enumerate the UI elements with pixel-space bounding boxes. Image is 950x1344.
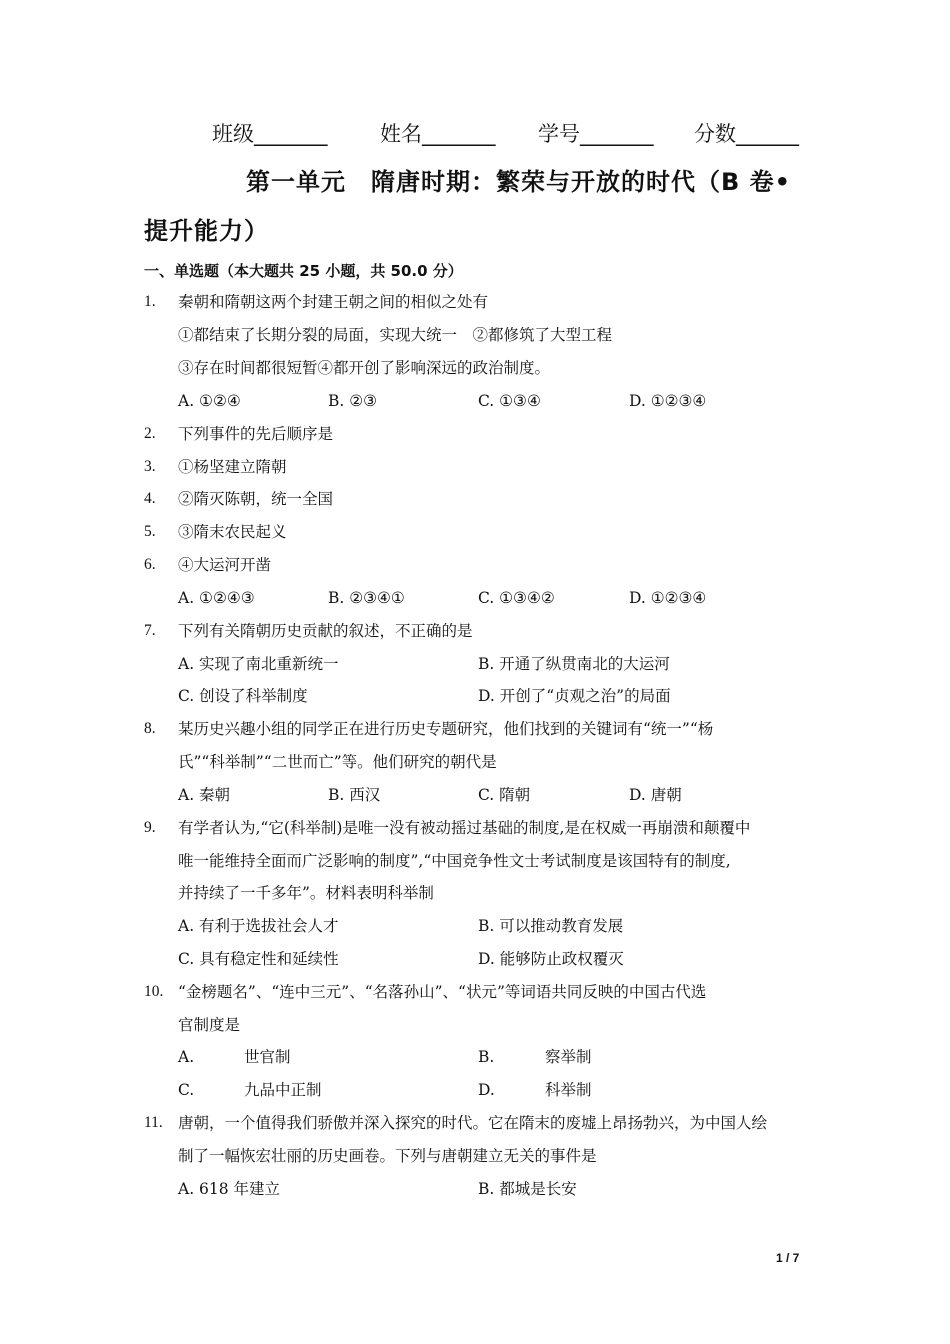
option-d: D. 开创了“贞观之治”的局面 [478,687,671,705]
name-field-label: 姓名_______ [380,122,496,146]
question-stem-line: ④大运河开凿 [178,556,272,574]
option-b-text: 察举制 [545,1048,592,1066]
question-stem-line: “金榜题名”、“连中三元”、“名落孙山”、“状元”等词语共同反映的中国古代选 [178,983,707,1001]
option-b: B. 西汉 [328,786,381,804]
question-number: 2. [144,425,156,442]
question-stem-line: ③存在时间都很短暂④都开创了影响深远的政治制度。 [178,359,551,377]
option-c: C. 创设了科举制度 [178,687,308,705]
question-stem-line: 唐朝，一个值得我们骄傲并深入探究的时代。它在隋末的废墟上昂扬勃兴，为中国人绘 [178,1114,768,1132]
question-number: 7. [144,622,156,639]
option-c-letter: C. [178,1081,195,1099]
question-stem-line: 某历史兴趣小组的同学正在进行历史专题研究，他们找到的关键词有“统一”“杨 [178,720,714,738]
question-stem-line: ①都结束了长期分裂的局面，实现大统一 ②都修筑了大型工程 [178,326,613,344]
option-c: C. 具有稳定性和延续性 [178,950,339,968]
question-number: 5. [144,523,156,540]
question-stem-line: 下列事件的先后顺序是 [178,425,334,443]
option-d: D. ①②③④ [629,589,707,607]
option-a: A. ①②④③ [178,589,255,607]
option-a: A. 有利于选拔社会人才 [178,917,339,935]
question-number: 10. [144,983,164,1000]
option-b: B. ②③ [328,392,378,410]
option-b: B. ②③④① [328,589,405,607]
option-d-text: 科举制 [545,1081,592,1099]
question-stem-line: 下列有关隋朝历史贡献的叙述，不正确的是 [178,622,473,640]
option-d: D. 能够防止政权覆灭 [478,950,624,968]
option-a: A. 秦朝 [178,786,231,804]
question-stem-line: 秦朝和隋朝这两个封建王朝之间的相似之处有 [178,293,489,311]
question-stem-line: ③隋末农民起义 [178,523,287,541]
question-number: 8. [144,720,156,737]
option-d: D. 唐朝 [629,786,682,804]
option-c: C. ①③④② [478,589,555,607]
question-stem-line: 有学者认为,“它(科举制)是唯一没有被动摇过基础的制度,是在权威一再崩溃和颠覆中 [178,819,751,837]
option-b: B. 可以推动教育发展 [478,917,624,935]
page-number: 1 / 7 [776,1251,800,1265]
question-number: 1. [144,293,156,310]
option-d: D. ①②③④ [629,392,707,410]
option-a-text: 世官制 [244,1048,291,1066]
page-title-line1: 第一单元 隋唐时期：繁荣与开放的时代（B 卷• [246,168,791,196]
page-title-line2: 提升能力） [144,217,269,245]
question-stem-line: 氏”“科举制”“二世而亡”等。他们研究的朝代是 [178,753,497,771]
option-b: B. 开通了纵贯南北的大运河 [478,655,670,673]
question-stem-line: 官制度是 [178,1016,241,1034]
question-stem-line: ②隋灭陈朝，统一全国 [178,490,334,508]
question-stem-line: 并持续了一千多年”。材料表明科举制 [178,884,434,902]
option-c-text: 九品中正制 [244,1081,322,1099]
question-number: 4. [144,490,156,507]
question-number: 11. [144,1114,163,1131]
option-a: A. 618 年建立 [178,1180,281,1198]
option-d-letter: D. [478,1081,495,1099]
question-number: 6. [144,556,156,573]
option-b-letter: B. [478,1048,495,1066]
question-stem-line: ①杨坚建立隋朝 [178,458,287,476]
option-b: B. 都城是长安 [478,1180,577,1198]
question-number: 9. [144,819,156,836]
question-stem-line: 唯一能维持全面而广泛影响的制度”,“中国竞争性文士考试制度是该国特有的制度, [178,852,731,870]
option-a: A. ①②④ [178,392,241,410]
option-a-letter: A. [178,1048,195,1066]
option-c: C. 隋朝 [478,786,531,804]
option-a: A. 实现了南北重新统一 [178,655,339,673]
student-id-field-label: 学号_______ [538,122,654,146]
section-heading: 一、单选题（本大题共 25 小题，共 50.0 分） [144,262,463,280]
question-number: 3. [144,458,156,475]
question-stem-line: 制了一幅恢宏壮丽的历史画卷。下列与唐朝建立无关的事件是 [178,1147,597,1165]
score-field-label: 分数______ [694,122,799,146]
option-c: C. ①③④ [478,392,541,410]
class-field-label: 班级_______ [212,122,328,146]
